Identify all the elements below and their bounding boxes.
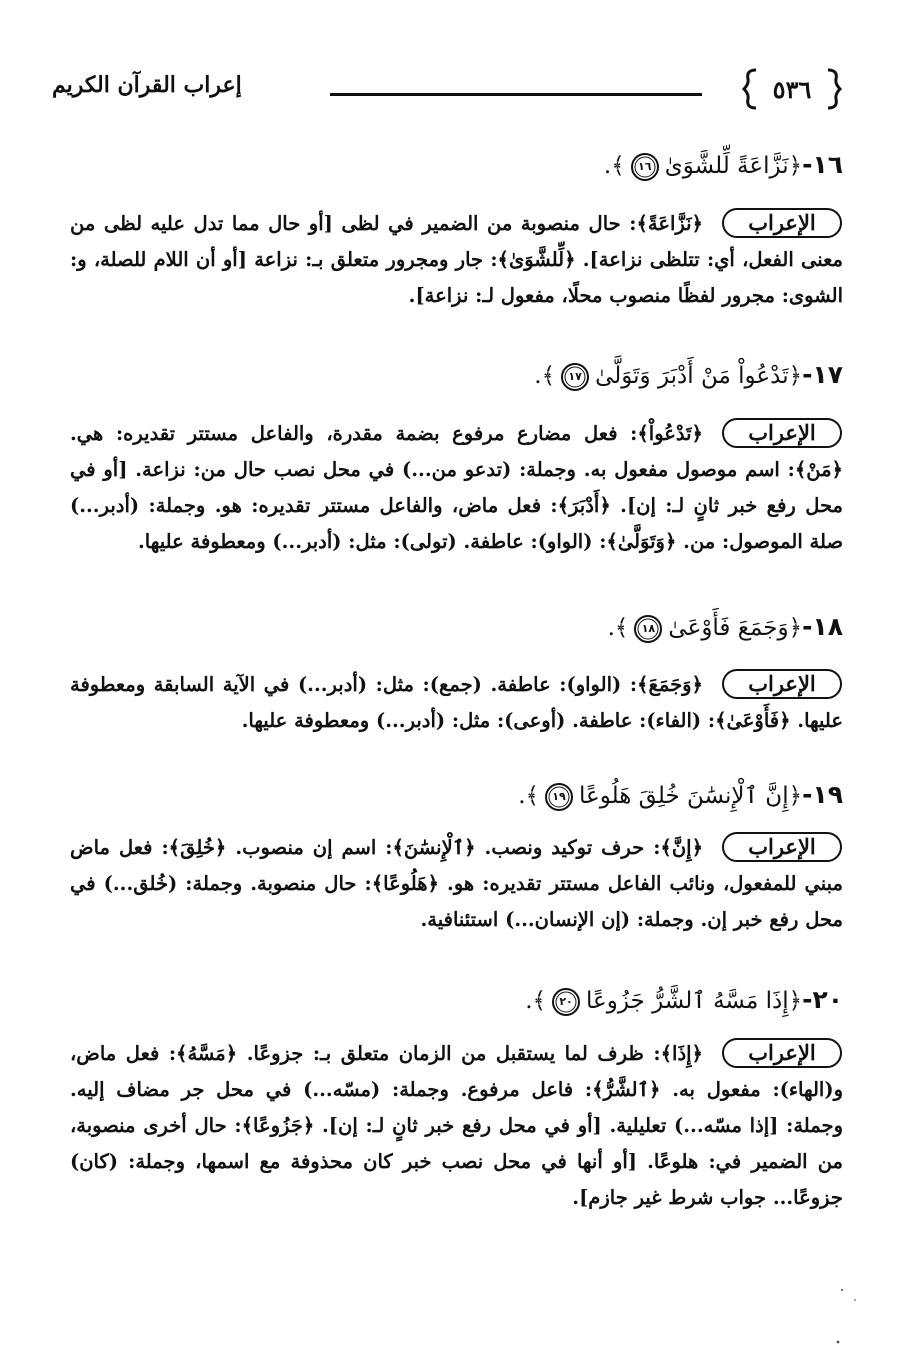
ayah-marker-icon: [633, 614, 663, 644]
ayah-marker-number: ١٩: [552, 789, 566, 803]
ayah-marker-icon: [544, 782, 574, 812]
irab-label: الإعراب: [748, 209, 816, 235]
irab-label: الإعراب: [748, 1039, 816, 1065]
book-title: إعراب القرآن الكريم: [52, 72, 242, 98]
verse-text: ﴿تَدْعُواْ مَنْ أَدْبَرَ وَتَوَلَّىٰ: [595, 363, 803, 389]
verse-number: ١٩-: [802, 780, 843, 809]
verse-text: ﴿وَجَمَعَ فَأَوْعَىٰ: [668, 615, 803, 641]
verse-text: ﴿نَزَّاعَةً لِّلشَّوَىٰ: [664, 153, 803, 179]
irab-paragraph-17: [70, 416, 843, 560]
irab-paragraph-19: [70, 830, 843, 938]
verse-heading-17: [534, 355, 843, 395]
ayah-marker-number: ١٦: [638, 159, 652, 173]
ayah-marker-number: ١٨: [641, 621, 656, 635]
irab-text: ﴿وَجَمَعَ﴾: (الواو): عاطفة. (جمع): مثل: (أدبر...) في الآية السابقة ومعطوفة عليها. ﴿فَأَوْعَىٰ﴾: (الفاء): عاطفة. (أوعى): مثل: (أدبر...) ومعطوفة عليها.: [70, 673, 843, 732]
irab-text: ﴿تَدْعُواْ﴾: فعل مضارع مرفوع بضمة مقدرة، والفاعل مستتر تقديره: هي. ﴿مَنْ﴾: اسم موصول مفعول به. وجملة: (تدعو من...) في محل نصب حال من: نزاعة. [أو في محل رفع خبر ثانٍ لـ: إن]. ﴿أَدْبَرَ﴾: فعل ماض، والفاعل مستتر تقديره: هو. وجملة: (أدبر...) صلة الموصول: من. ﴿وَتَوَلَّىٰ﴾: (الواو): عاطفة. (تولى): مثل: (أدبر...) ومعطوفة عليها.: [70, 422, 843, 553]
irab-paragraph-18: [70, 667, 843, 739]
verse-end: ﴾.: [518, 783, 539, 809]
page-number: [742, 66, 842, 112]
page-header: [52, 66, 842, 116]
irab-paragraph-16: [70, 206, 843, 314]
irab-paragraph-20: [70, 1036, 843, 1216]
irab-label-badge: [721, 668, 843, 700]
ayah-marker-icon: [630, 152, 660, 182]
verse-end: ﴾.: [525, 988, 547, 1014]
verse-number: ١٧-: [802, 360, 843, 389]
speck: [841, 1289, 843, 1291]
irab-label: الإعراب: [748, 670, 816, 696]
ayah-marker-icon: [551, 987, 581, 1017]
irab-label-badge: [721, 831, 843, 863]
verse-text: ﴿إِذَا مَسَّهُ ٱلشَّرُّ جَزُوعًا: [586, 988, 803, 1014]
verse-number: ١٦-: [802, 150, 843, 179]
speck: [854, 1299, 856, 1301]
irab-label: الإعراب: [748, 419, 816, 445]
verse-heading-16: [604, 145, 843, 185]
irab-text: ﴿إِذَا﴾: ظرف لما يستقبل من الزمان متعلق بـ: جزوعًا. ﴿مَسَّهُ﴾: فعل ماض، و(الهاء): مفعول به. ﴿ٱلشَّرُّ﴾: فاعل مرفوع. وجملة: (مسّه...) في محل جر مضاف إليه. وجملة: [إذا مسّه...) تعليلية. [أو في محل رفع خبر ثانٍ لـ: إن]. ﴿جَزُوعًا﴾: حال أخرى منصوبة، من الضمير في: هلوعًا. [أو أنها في محل نصب خبر كان محذوفة مع اسمها، وجملة: (كان) جزوعًا... جواب شرط غير جازم].: [70, 1042, 843, 1209]
irab-label: الإعراب: [748, 833, 816, 859]
verse-heading-19: [518, 775, 843, 815]
verse-end: ﴾.: [603, 153, 625, 179]
verse-number: ١٨-: [802, 612, 843, 641]
irab-label-badge: [721, 207, 843, 239]
verse-heading-20: [525, 980, 843, 1020]
ayah-marker-number: ٢٠: [559, 994, 573, 1008]
verse-end: ﴾.: [534, 363, 556, 389]
irab-text: ﴿نَزَّاعَةً﴾: حال منصوبة من الضمير في لظى [أو حال مما تدل عليه لظى من معنى الفعل، أي: تتلظى نزاعة]. ﴿لِّلشَّوَىٰ﴾: جار ومجرور متعلق بـ: نزاعة [أو أن اللام للصلة، و: الشوى: مجرور لفظًا منصوب محلًا، مفعول لـ: نزاعة].: [70, 212, 843, 307]
header-rule: [330, 93, 702, 96]
irab-text: ﴿إِنَّ﴾: حرف توكيد ونصب. ﴿ٱلْإِنسَٰنَ﴾: اسم إن منصوب. ﴿خُلِقَ﴾: فعل ماض مبني للمفعول، ونائب الفاعل مستتر تقديره: هو. ﴿هَلُوعًا﴾: حال منصوبة. وجملة: (خُلق...) في محل رفع خبر إن. وجملة: (إن الإنسان...) استئنافية.: [70, 836, 843, 931]
verse-number: ٢٠-: [802, 985, 843, 1014]
ayah-marker-icon: [560, 362, 590, 392]
page-number-text: ٥٣٦: [772, 74, 812, 104]
verse-heading-18: [608, 607, 843, 647]
verse-end: ﴾.: [607, 615, 629, 641]
irab-label-badge: [721, 1037, 843, 1069]
verse-text: ﴿إِنَّ ٱلْإِنسَٰنَ خُلِقَ هَلُوعًا: [578, 783, 803, 809]
ayah-marker-number: ١٧: [568, 369, 582, 383]
speck: [837, 1341, 840, 1344]
irab-label-badge: [721, 417, 843, 449]
